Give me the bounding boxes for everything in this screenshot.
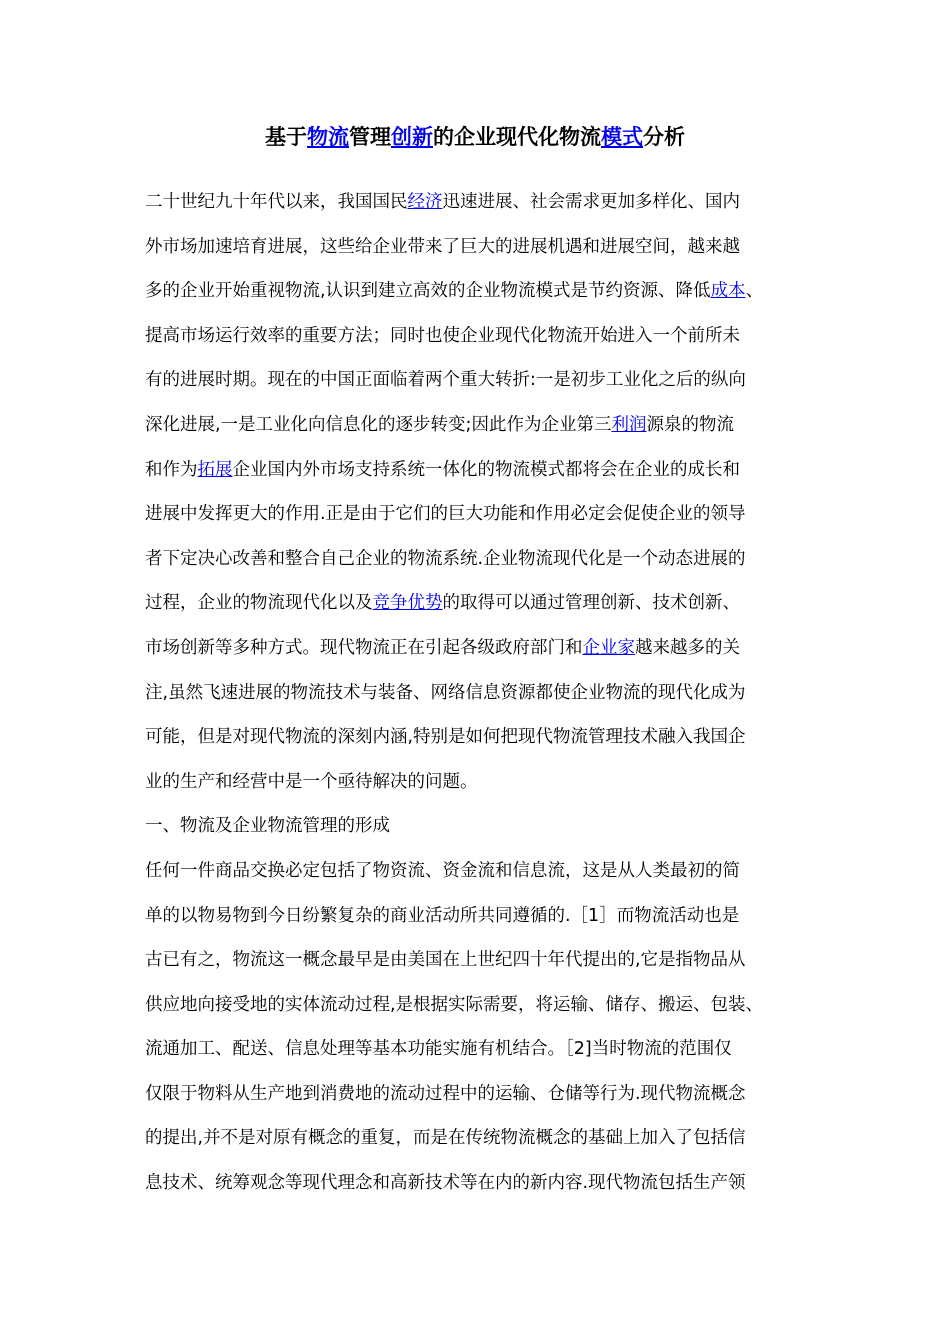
text-line: 单的以物易物到今日纷繁复杂的商业活动所共同遵循的.［1］而物流活动也是: [145, 905, 740, 926]
text-line: 外市场加速培育进展，这些给企业带来了巨大的进展机遇和进展空间，越来越: [145, 236, 740, 257]
document-body: [145, 180, 825, 1206]
text-line: 和作为拓展企业国内外市场支持系统一体化的物流模式都将会在企业的成长和: [145, 459, 740, 480]
text-line: 有的进展时期。现在的中国正面临着两个重大转折:一是初步工业化之后的纵向: [145, 370, 746, 391]
text-line: 市场创新等多种方式。现代物流正在引起各级政府部门和企业家越来越多的关: [145, 637, 740, 658]
text-line: 过程，企业的物流现代化以及竞争优势的取得可以通过管理创新、技术创新、: [145, 593, 740, 614]
document-title: [0, 120, 950, 154]
title-text: 基于: [265, 124, 307, 149]
text-line: 可能，但是对现代物流的深刻内涵,特别是如何把现代物流管理技术融入我国企: [145, 727, 746, 748]
title-link-mode[interactable]: 模式: [601, 124, 643, 149]
text-line: 者下定决心改善和整合自己企业的物流系统.企业物流现代化是一个动态进展的: [145, 548, 746, 569]
text-line: 深化进展,一是工业化向信息化的逐步转变;因此作为企业第三利润源泉的物流: [145, 414, 734, 435]
title-text: 的企业现代化物流: [433, 124, 601, 149]
text-line: 仅限于物料从生产地到消费地的流动过程中的运输、仓储等行为.现代物流概念: [145, 1083, 746, 1104]
title-text: 分析: [643, 124, 685, 149]
title-text: 管理: [349, 124, 391, 149]
text-line: 流通加工、配送、信息处理等基本功能实施有机结合。［2]当时物流的范围仅: [145, 1039, 732, 1060]
link-entrepreneur[interactable]: 企业家: [582, 637, 635, 658]
text-line: 息技术、统筹观念等现代理念和高新技术等在内的新内容.现代物流包括生产领: [145, 1173, 746, 1194]
text-line: 供应地向接受地的实体流动过程,是根据实际需要，将运输、储存、搬运、包装、: [145, 994, 764, 1015]
link-profit[interactable]: 利润: [611, 414, 647, 435]
link-expand[interactable]: 拓展: [197, 459, 233, 480]
link-competitive-advantage[interactable]: 竞争优势: [372, 593, 443, 614]
text-line: 提高市场运行效率的重要方法；同时也使企业现代化物流开始进入一个前所未: [145, 325, 740, 346]
text-line: 二十世纪九十年代以来，我国国民经济迅速进展、社会需求更加多样化、国内: [145, 192, 740, 212]
text-line: 注,虽然飞速进展的物流技术与装备、网络信息资源都使企业物流的现代化成为: [145, 682, 746, 703]
text-line: 任何一件商品交换必定包括了物资流、资金流和信息流，这是从人类最初的简: [145, 860, 740, 881]
link-economy[interactable]: 经济: [407, 192, 443, 212]
title-link-logistics[interactable]: 物流: [307, 124, 349, 149]
text-line: 业的生产和经营中是一个亟待解决的问题。: [145, 771, 478, 792]
link-cost[interactable]: 成本: [710, 281, 746, 302]
text-line: 进展中发挥更大的作用.正是由于它们的巨大功能和作用必定会促使企业的领导: [145, 504, 746, 525]
text-line: 多的企业开始重视物流,认识到建立高效的企业物流模式是节约资源、降低成本、: [145, 281, 764, 302]
title-link-innovation[interactable]: 创新: [391, 124, 433, 149]
text-line: 古已有之，物流这一概念最早是由美国在上世纪四十年代提出的,它是指物品从: [145, 950, 746, 971]
text-line: 的提出,并不是对原有概念的重复，而是在传统物流概念的基础上加入了包括信: [145, 1128, 746, 1149]
section-heading: 一、物流及企业物流管理的形成: [145, 816, 390, 837]
